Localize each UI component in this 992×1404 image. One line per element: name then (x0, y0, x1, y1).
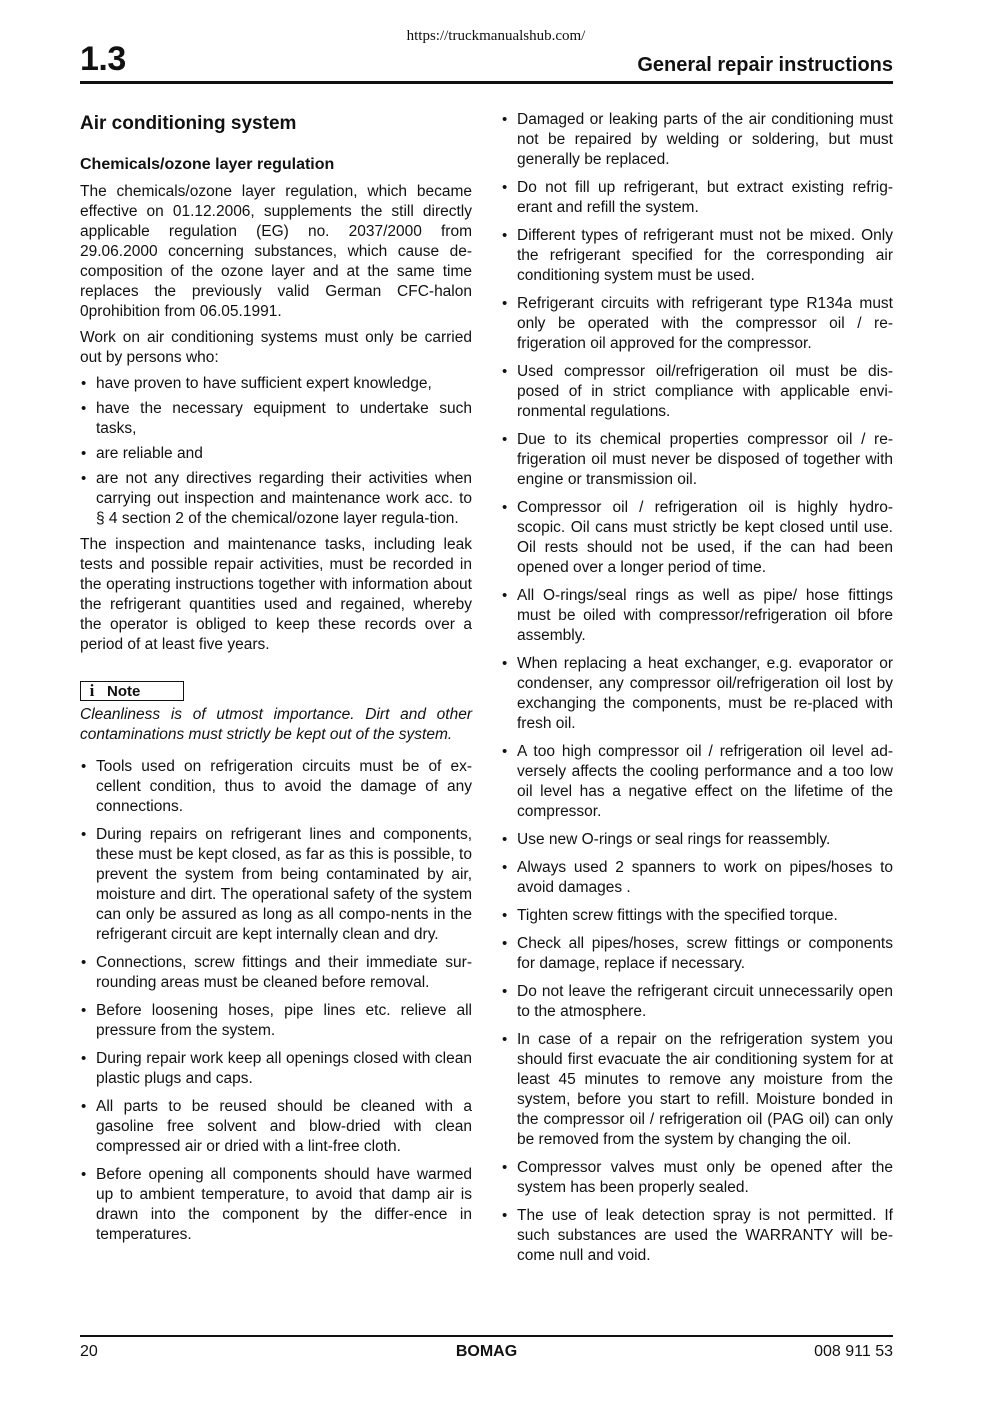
paragraph-records: The inspection and maintenance tasks, including leak tests and possible repair activities, must be recorded in the operating instructions together with information about the refrigerant quantities used and regained, whereby the operator is obliged to keep these records over a period of at least five years. (80, 536, 472, 653)
bullet-icon: • (502, 587, 508, 604)
list-item: • Always used 2 spanners to work on pipes/hoses to avoid damages . (502, 859, 893, 896)
list-item: • have proven to have sufficient expert knowledge, (81, 375, 432, 392)
list-item: • Connections, screw fittings and their immediate sur-rounding areas must be cleaned before removal. (81, 954, 472, 991)
bullet-icon: • (81, 375, 87, 392)
note-label: Note (107, 682, 141, 700)
bullet-icon: • (502, 831, 508, 848)
bullet-icon: • (81, 400, 87, 417)
list-item: • Damaged or leaking parts of the air conditioning must not be repaired by welding or soldering, but must generally be replaced. (502, 111, 893, 168)
section-number: 1.3 (80, 40, 126, 78)
list-item: • Do not fill up refrigerant, but extract existing refrig-erant and refill the system. (502, 179, 893, 216)
left-bullet-list (80, 757, 472, 1245)
bullet-icon: • (81, 445, 87, 462)
list-item: • are not any directives regarding their activities when carrying out inspection and maintenance work acc. to § 4 section 2 of the chemical/ozone layer regula-tion. (81, 470, 472, 527)
bullet-icon: • (81, 1098, 87, 1115)
left-column (80, 110, 472, 1253)
bullet-icon: • (502, 983, 508, 1000)
bullet-icon: • (502, 363, 508, 380)
bullet-icon: • (502, 179, 508, 196)
list-item: • Before opening all components should have warmed up to ambient temperature, to avoid that damp air is drawn into the component by the differ-ence in temperatures. (81, 1166, 472, 1243)
list-item: • Tools used on refrigeration circuits must be of ex-cellent condition, thus to avoid the damage of any connections. (81, 758, 472, 815)
section-title: General repair instructions (637, 54, 893, 76)
bullet-icon: • (502, 1207, 508, 1224)
header-divider (80, 81, 893, 84)
bullet-icon: • (502, 227, 508, 244)
footer-divider (80, 1335, 893, 1337)
bullet-icon: • (502, 499, 508, 516)
list-item: • All parts to be reused should be cleaned with a gasoline free solvent and blow-dried with clean compressed air or dried with a lint-free cloth. (81, 1098, 472, 1155)
bullet-icon: • (81, 826, 87, 843)
list-item: • In case of a repair on the refrigeration system you should first evacuate the air conditioning system for at least 45 minutes to remove any moisture from the system, before you start to refill. Moisture bonded in the compressor oil / refrigeration oil (PAG oil) can only be removed from the system by changing the oil. (502, 1031, 893, 1148)
bullet-icon: • (81, 1166, 87, 1183)
bullet-icon: • (502, 907, 508, 924)
persons-list (80, 374, 472, 529)
list-item: • Different types of refrigerant must not be mixed. Only the refrigerant specified for the corresponding air conditioning system must be used. (502, 227, 893, 284)
brand-name: BOMAG (455, 1343, 518, 1360)
bullet-icon: • (81, 1050, 87, 1067)
list-item: • Do not leave the refrigerant circuit unnecessarily open to the atmosphere. (502, 983, 893, 1020)
list-item: • During repairs on refrigerant lines and components, these must be kept closed, as far as this is possible, to prevent the system from being contaminated by air, moisture and dirt. The operational safety of the system can only be assured as long as all compo-nents in the refrigerant circuit are kept internally clean and dry. (81, 826, 472, 943)
bullet-icon: • (81, 954, 87, 971)
list-item: • Check all pipes/hoses, screw fittings or components for damage, replace if necessary. (502, 935, 893, 972)
paragraph-regulation: The chemicals/ozone layer regulation, which became effective on 01.12.2006, supplements the still directly applicable regulation (EG) no. 2037/2000 from 29.06.2000 concerning substances, which cause de-composition of the ozone layer and at the same time replaces the previously valid German CFC-halon 0prohibition from 06.05.1991. (80, 183, 472, 320)
bullet-icon: • (81, 470, 87, 487)
list-item: • The use of leak detection spray is not permitted. If such substances are used the WARRANTY will be-come null and void. (502, 1207, 893, 1264)
list-item: • A too high compressor oil / refrigeration oil level ad-versely affects the cooling performance and a too low oil level has a negative effect on the lifetime of the compressor. (502, 743, 893, 820)
bullet-icon: • (502, 111, 508, 128)
list-item: • All O-rings/seal rings as well as pipe/ hose fittings must be oiled with compressor/refrigeration oil bfore assembly. (502, 587, 893, 644)
list-item: • are reliable and (81, 445, 203, 462)
list-item: • have the necessary equipment to undertake such tasks, (81, 400, 472, 437)
list-item: • Compressor oil / refrigeration oil is highly hydro-scopic. Oil cans must strictly be kept closed until use. Oil rests should not be used, if the can had been opened over a longer period of time. (502, 499, 893, 576)
bullet-icon: • (502, 743, 508, 760)
right-column (501, 110, 893, 1274)
document-number: 008 911 53 (814, 1343, 893, 1360)
bullet-icon: • (502, 1031, 508, 1048)
note-box (80, 681, 184, 701)
bullet-icon: • (502, 655, 508, 672)
list-item: • Before loosening hoses, pipe lines etc. relieve all pressure from the system. (81, 1002, 472, 1039)
page-number: 20 (80, 1343, 98, 1360)
list-item: • Due to its chemical properties compressor oil / re-frigeration oil must never be disposed of together with engine or transmission oil. (502, 431, 893, 488)
bullet-icon: • (502, 935, 508, 952)
page-footer (80, 1343, 893, 1363)
bullet-icon: • (502, 1159, 508, 1176)
note-text: Cleanliness is of utmost importance. Dirt and other contaminations must strictly be kept out of the system. (80, 706, 472, 743)
source-url[interactable]: https://truckmanualshub.com/ (406, 28, 586, 44)
heading-air-conditioning: Air conditioning system (80, 113, 297, 134)
bullet-icon: • (81, 758, 87, 775)
bullet-icon: • (502, 431, 508, 448)
bullet-icon: • (502, 859, 508, 876)
list-item: • Refrigerant circuits with refrigerant type R134a must only be operated with the compressor oil / re-frigeration oil approved for the compressor. (502, 295, 893, 352)
list-item: • Use new O-rings or seal rings for reassembly. (502, 831, 831, 848)
list-item: • During repair work keep all openings closed with clean plastic plugs and caps. (81, 1050, 472, 1087)
list-item: • When replacing a heat exchanger, e.g. evaporator or condenser, any compressor oil/refrigeration oil lost by exchanging the components, must be re-placed with fresh oil. (502, 655, 893, 732)
right-bullet-list (501, 110, 893, 1266)
info-icon: i (89, 681, 95, 700)
bullet-icon: • (502, 295, 508, 312)
bullet-icon: • (81, 1002, 87, 1019)
list-item: • Tighten screw fittings with the specified torque. (502, 907, 838, 924)
list-item: • Used compressor oil/refrigeration oil must be dis-posed of in strict compliance with applicable envi-ronmental regulations. (502, 363, 893, 420)
list-item: • Compressor valves must only be opened after the system has been properly sealed. (502, 1159, 893, 1196)
subheading-chemicals: Chemicals/ozone layer regulation (80, 156, 335, 173)
paragraph-work-persons: Work on air conditioning systems must only be carried out by persons who: (80, 329, 472, 366)
